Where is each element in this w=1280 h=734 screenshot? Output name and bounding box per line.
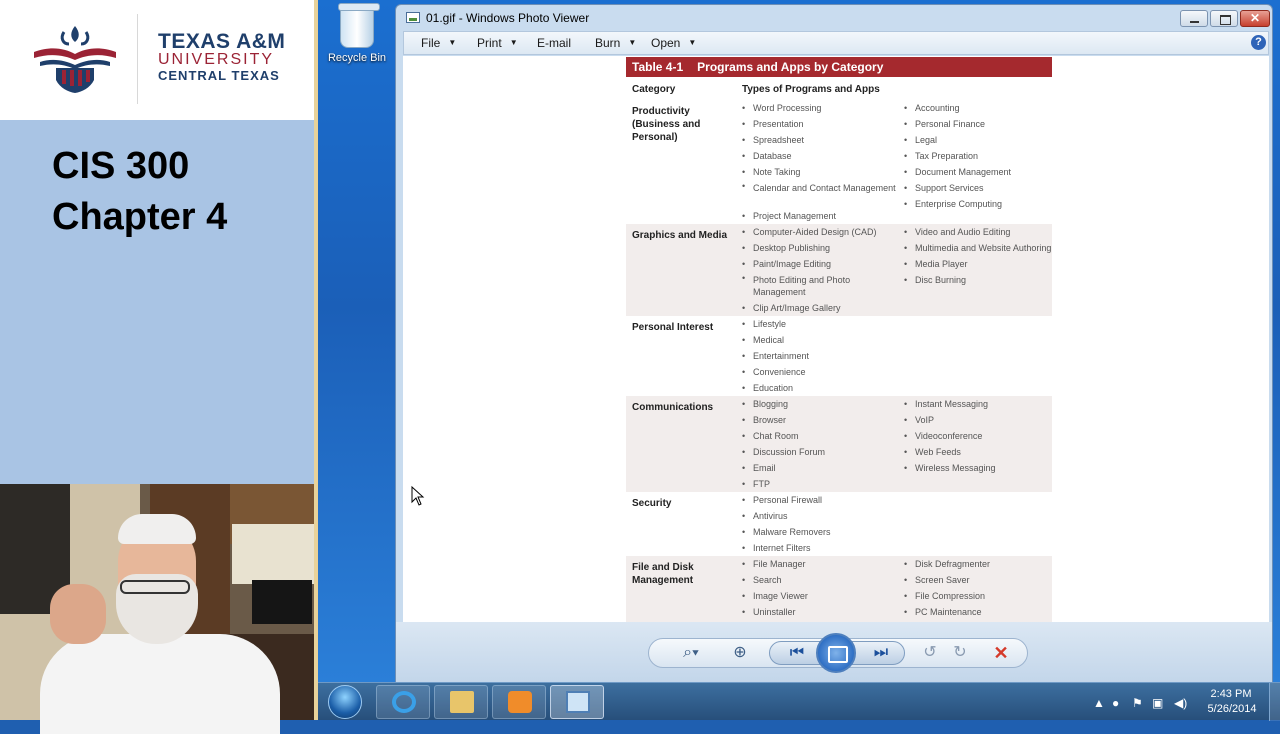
network-app-icon[interactable]: ● <box>1112 696 1120 710</box>
table-row-col2 <box>904 100 1052 212</box>
list-item: • Internet Filters <box>742 540 902 556</box>
webcam-presenter-hair <box>118 514 196 544</box>
list-item: • Email <box>742 460 902 476</box>
list-item: • Desktop Publishing <box>742 240 902 256</box>
previous-icon: ⏮ <box>789 644 805 661</box>
column-header-category: Category <box>632 84 676 95</box>
taskbar-media-player[interactable] <box>492 685 546 719</box>
list-item: • Personal Firewall <box>742 492 902 508</box>
start-button[interactable] <box>328 685 362 719</box>
list-item: • Browser <box>742 412 902 428</box>
folder-icon <box>450 691 474 713</box>
table-title: Programs and Apps by Category <box>697 60 884 74</box>
menu-file-label: File <box>421 36 441 50</box>
close-icon: ✕ <box>1249 11 1261 25</box>
list-item: • Calendar and Contact Management <box>742 180 902 208</box>
logo-text-line1: TEXAS A&M <box>158 30 286 53</box>
clock-date[interactable]: 5/26/2014 <box>1207 703 1257 715</box>
table-row-category: Personal Interest <box>632 322 714 333</box>
list-item: • File Manager <box>742 556 902 572</box>
list-item: • Spreadsheet <box>742 132 902 148</box>
webcam-presenter-hand <box>50 584 106 644</box>
window-title: 01.gif - Windows Photo Viewer <box>426 11 590 25</box>
list-item: • Web Feeds <box>904 444 1052 460</box>
table-row <box>626 492 1052 556</box>
previous-button[interactable] <box>779 639 815 667</box>
table-row-col1 <box>742 224 902 316</box>
list-item: • Medical <box>742 332 902 348</box>
taskbar-file-explorer[interactable] <box>434 685 488 719</box>
internet-explorer-icon <box>392 691 416 713</box>
list-item: • Screen Saver <box>904 572 1052 588</box>
list-item: • PC Maintenance <box>904 604 1052 620</box>
help-icon[interactable]: ? <box>1251 35 1266 50</box>
list-item: • Antivirus <box>742 508 902 524</box>
actual-size-icon: ⊕ <box>733 644 747 661</box>
recycle-bin-label: Recycle Bin <box>327 52 387 64</box>
table-row <box>626 316 1052 396</box>
list-item: • Education <box>742 380 902 396</box>
list-item: • Entertainment <box>742 348 902 364</box>
list-item: • Clip Art/Image Gallery <box>742 300 902 316</box>
photo-viewer-window <box>395 4 1273 682</box>
list-item: • Disk Defragmenter <box>904 556 1052 572</box>
table-row-category: File and Disk Management <box>632 562 694 586</box>
title-bar[interactable] <box>396 5 1272 31</box>
list-item: • Malware Removers <box>742 524 902 540</box>
list-item: • Accounting <box>904 100 1052 116</box>
list-item: • Legal <box>904 132 1052 148</box>
list-item: • Computer-Aided Design (CAD) <box>742 224 902 240</box>
image-canvas[interactable] <box>403 56 1269 622</box>
menu-bar <box>403 31 1269 55</box>
list-item: • Photo Editing and Photo Management <box>742 272 902 300</box>
next-button[interactable] <box>863 639 899 667</box>
list-item: • Instant Messaging <box>904 396 1052 412</box>
photo-viewer-icon <box>406 12 420 23</box>
list-item: • Database <box>742 148 902 164</box>
rotate-clockwise-icon: ↻ <box>953 644 967 661</box>
slide-title-line2: Chapter 4 <box>52 196 228 238</box>
bottom-control-bar <box>396 622 1272 682</box>
taskbar-photo-viewer[interactable] <box>550 685 604 719</box>
university-seal-icon <box>30 22 120 94</box>
table-image <box>626 56 1052 622</box>
webcam-presenter-body <box>40 634 280 734</box>
menu-file[interactable] <box>421 36 456 50</box>
column-header-types: Types of Programs and Apps <box>742 84 880 95</box>
rotate-counterclockwise-button[interactable] <box>917 639 943 667</box>
list-item: • Support Services <box>904 180 1052 196</box>
close-button[interactable] <box>1240 10 1270 27</box>
list-item: • Document Management <box>904 164 1052 180</box>
webcam-window <box>232 524 314 584</box>
table-row-col1 <box>742 100 902 224</box>
list-item: • Media Player <box>904 256 1052 272</box>
volume-icon[interactable]: ◀) <box>1174 696 1188 710</box>
delete-button[interactable] <box>987 639 1015 667</box>
menu-email[interactable] <box>537 36 571 50</box>
actual-size-button[interactable] <box>727 639 753 667</box>
list-item: • Multimedia and Website Authoring <box>904 240 1052 256</box>
list-item: • Image Viewer <box>742 588 902 604</box>
show-desktop-button[interactable] <box>1269 683 1280 721</box>
table-row-col2 <box>904 396 1052 476</box>
table-row-col2 <box>904 224 1052 288</box>
logo-text-line3: CENTRAL TEXAS <box>158 68 280 83</box>
recycle-bin-icon <box>340 6 374 48</box>
list-item: • Tax Preparation <box>904 148 1052 164</box>
menu-print[interactable] <box>477 36 518 50</box>
university-logo <box>0 0 314 120</box>
list-item: • FTP <box>742 476 902 492</box>
menu-open-label: Open <box>651 36 681 50</box>
zoom-icon: ⌕▾ <box>683 644 699 661</box>
webcam-presenter-glasses <box>120 580 190 594</box>
menu-email-label: E-mail <box>537 36 572 50</box>
list-item: • Video and Audio Editing <box>904 224 1052 240</box>
table-row-col1 <box>742 396 902 492</box>
list-item: • Enterprise Computing <box>904 196 1052 212</box>
slideshow-button[interactable] <box>816 633 856 673</box>
list-item: • Word Processing <box>742 100 902 116</box>
webcam-video <box>0 484 314 720</box>
list-item: • Paint/Image Editing <box>742 256 902 272</box>
list-item: • File Compression <box>904 588 1052 604</box>
logo-divider <box>137 14 138 104</box>
show-hidden-icons-icon[interactable]: ▲ <box>1093 696 1105 710</box>
minimize-button[interactable] <box>1180 10 1208 27</box>
table-row <box>626 100 1052 224</box>
chevron-down-icon: ▼ <box>628 38 637 47</box>
table-number: Table 4-1 <box>632 60 684 74</box>
system-tray <box>1088 683 1280 721</box>
zoom-button[interactable] <box>673 639 709 667</box>
list-item: • Search <box>742 572 902 588</box>
list-item: • Lifestyle <box>742 316 902 332</box>
logo-text-line2: UNIVERSITY <box>158 51 275 68</box>
menu-open[interactable] <box>651 36 696 50</box>
delete-icon: ✕ <box>993 643 1009 663</box>
list-item: • VoIP <box>904 412 1052 428</box>
list-item: • Convenience <box>742 364 902 380</box>
table-header <box>626 57 1052 77</box>
rotate-clockwise-button[interactable] <box>947 639 973 667</box>
webcam-monitor <box>252 580 312 624</box>
table-row-category: Communications <box>632 402 714 413</box>
chevron-down-icon: ▼ <box>688 38 697 47</box>
menu-print-label: Print <box>477 36 502 50</box>
table-row <box>626 396 1052 492</box>
taskbar <box>318 682 1280 720</box>
list-item: • Disc Burning <box>904 272 1052 288</box>
menu-burn[interactable] <box>595 36 636 50</box>
slide-panel <box>0 0 318 720</box>
slide-title-line1: CIS 300 <box>52 145 190 187</box>
media-player-icon <box>508 691 532 713</box>
network-icon[interactable]: ▣ <box>1152 696 1164 710</box>
table-row-col1 <box>742 316 902 396</box>
list-item: • Chat Room <box>742 428 902 444</box>
chevron-down-icon: ▼ <box>448 38 457 47</box>
table-column-headers <box>626 80 1052 98</box>
list-item: • Personal Finance <box>904 116 1052 132</box>
chevron-down-icon: ▼ <box>509 38 518 47</box>
list-item: • Blogging <box>742 396 902 412</box>
next-icon: ⏭ <box>873 644 889 661</box>
menu-burn-label: Burn <box>595 36 621 50</box>
list-item: • Videoconference <box>904 428 1052 444</box>
table-row-category: Security <box>632 498 672 509</box>
photo-viewer-icon <box>566 691 590 713</box>
maximize-button[interactable] <box>1210 10 1238 27</box>
table-row-category: Graphics and Media <box>632 230 728 241</box>
recycle-bin-shortcut[interactable] <box>326 6 388 76</box>
action-center-flag-icon[interactable]: ⚑ <box>1132 696 1143 710</box>
list-item: • Note Taking <box>742 164 902 180</box>
taskbar-internet-explorer[interactable] <box>376 685 430 719</box>
list-item: • Presentation <box>742 116 902 132</box>
list-item: • Uninstaller <box>742 604 902 620</box>
list-item: • Discussion Forum <box>742 444 902 460</box>
clock-time[interactable]: 2:43 PM <box>1210 688 1252 700</box>
list-item: • Project Management <box>742 208 902 224</box>
table-row-category: Productivity (Business and Personal) <box>632 106 701 143</box>
rotate-counterclockwise-icon: ↺ <box>923 644 937 661</box>
table-row-col1 <box>742 492 902 556</box>
table-row <box>626 224 1052 316</box>
controls-group <box>648 638 1028 668</box>
list-item: • Wireless Messaging <box>904 460 1052 476</box>
